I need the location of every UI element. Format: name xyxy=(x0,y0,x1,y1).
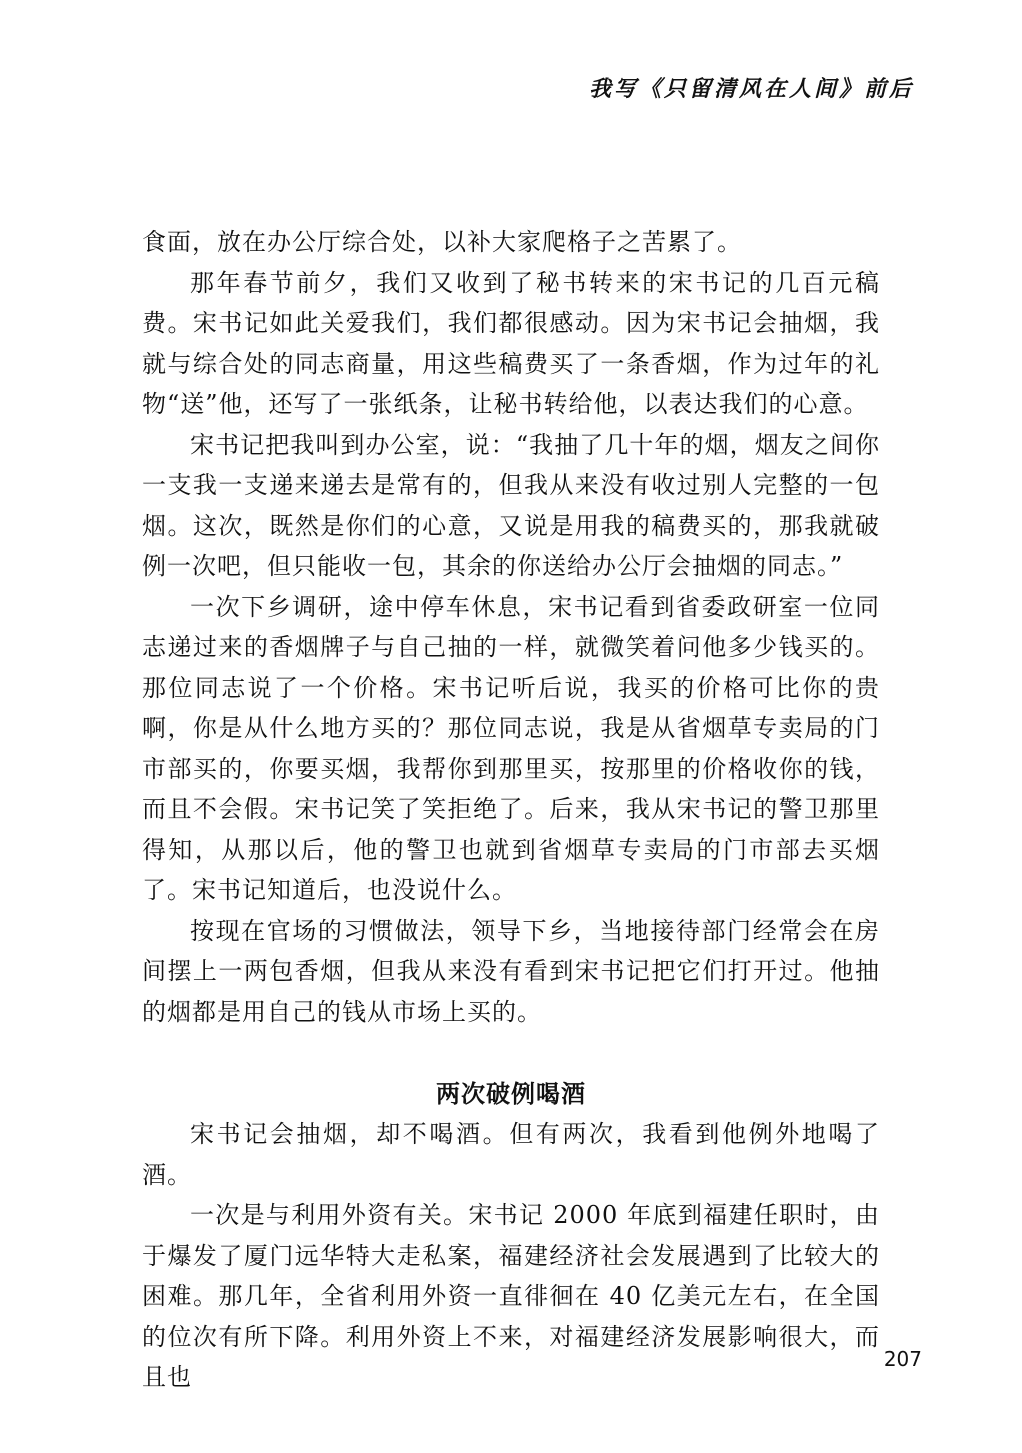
paragraph-continuation: 食面，放在办公厅综合处，以补大家爬格子之苦累了。 xyxy=(142,228,742,256)
paragraph-manuscript-fee: 那年春节前夕，我们又收到了秘书转来的宋书记的几百元稿费。宋书记如此关爱我们，我们都很感动。因为宋书记会抽烟，我就与综合处的同志商量，用这些稿费买了一条香烟，作为过年的礼物“送”他，还写了一张纸条，让秘书转给他，以表达我们的心意。 xyxy=(142,268,880,418)
paragraph-foreign-investment: 一次是与利用外资有关。宋书记 2000 年底到福建任职时，由于爆发了厦门远华特大走私案，福建经济社会发展遇到了比较大的困难。那几年，全省利用外资一直徘徊在 40 亿美元左右，在全国的位次有所下降。利用外资上不来，对福建经济发展影响很大，而且也 xyxy=(142,1201,880,1391)
section-title: 两次破例喝酒 xyxy=(436,1079,586,1108)
body-text xyxy=(142,222,880,1398)
paragraph-office-talk: 宋书记把我叫到办公室，说：“我抽了几十年的烟，烟友之间你一支我一支递来递去是常有的，但我从来没有收过别人完整的一包烟。这次，既然是你们的心意，又说是用我的稿费买的，那我就破例一次吧，但只能收一包，其余的你送给办公厅会抽烟的同志。” xyxy=(142,430,880,580)
page-number: 207 xyxy=(883,1347,922,1371)
paragraph-no-drinking: 宋书记会抽烟，却不喝酒。但有两次，我看到他例外地喝了酒。 xyxy=(142,1120,880,1189)
paragraph-reception-cigarettes: 按现在官场的习惯做法，领导下乡，当地接待部门经常会在房间摆上一两包香烟，但我从来没有看到宋书记把它们打开过。他抽的烟都是用自己的钱从市场上买的。 xyxy=(142,916,880,1026)
running-header: 我写《只留清风在人间》前后 xyxy=(588,76,914,102)
paragraph-cigarette-price: 一次下乡调研，途中停车休息，宋书记看到省委政研室一位同志递过来的香烟牌子与自己抽的一样，就微笑着问他多少钱买的。那位同志说了一个价格。宋书记听后说，我买的价格可比你的贵啊，你是从什么地方买的？那位同志说，我是从省烟草专卖局的门市部买的，你要买烟，我帮你到那里买，按那里的价格收你的钱，而且不会假。宋书记笑了笑拒绝了。后来，我从宋书记的警卫那里得知，从那以后，他的警卫也就到省烟草专卖局的门市部去买烟了。宋书记知道后，也没说什么。 xyxy=(142,592,880,904)
